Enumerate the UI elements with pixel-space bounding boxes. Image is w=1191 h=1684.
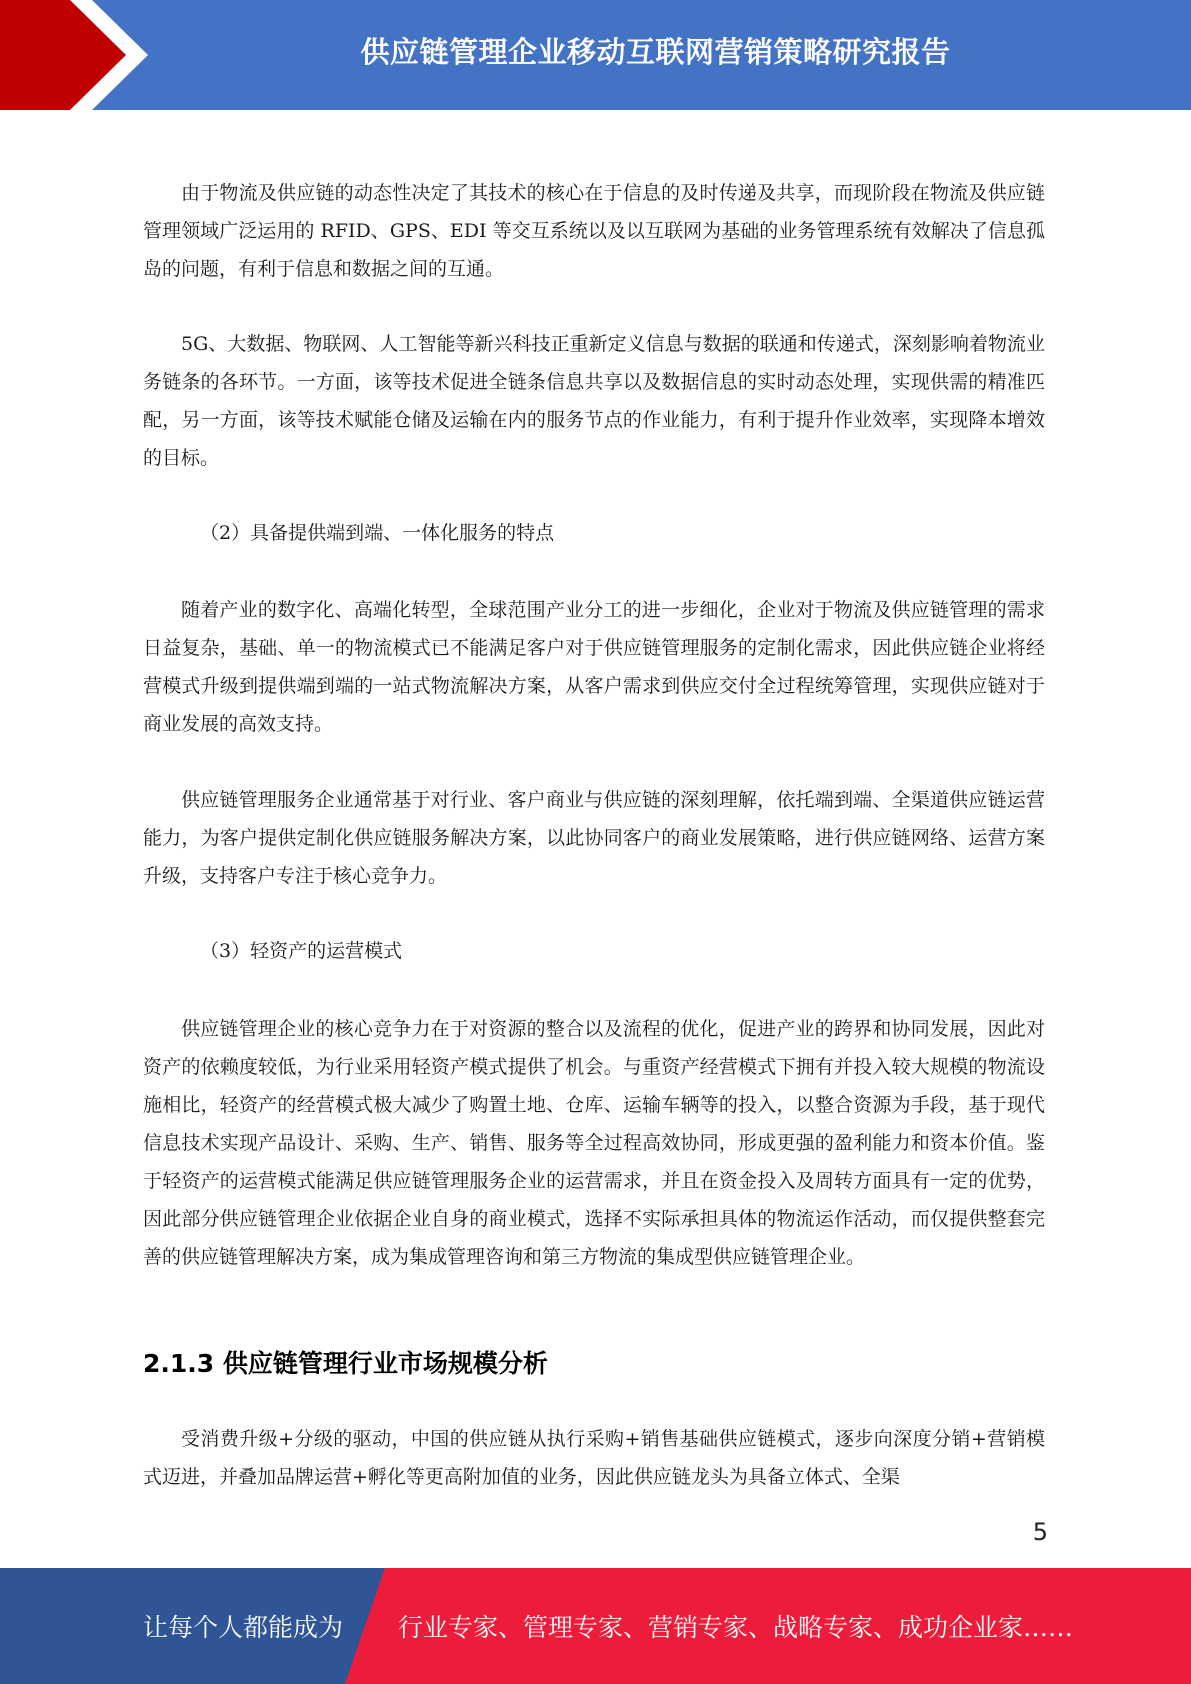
page-footer (0, 1568, 1191, 1684)
section-paragraph: 受消费升级+分级的驱动，中国的供应链从执行采购+销售基础供应链模式，逐步向深度分销+营销模式迈进，并叠加品牌运营+孵化等更高附加值的业务，因此供应链龙头为具备立体式、全渠 (143, 1428, 1045, 1488)
paragraph-4: 供应链管理服务企业通常基于对行业、客户商业与供应链的深刻理解，依托端到端、全渠道供应链运营能力，为客户提供定制化供应链服务解决方案，以此协同客户的商业发展策略，进行供应链网络、运营方案升级，支持客户专注于核心竞争力。 (143, 789, 1045, 887)
paragraph-1: 由于物流及供应链的动态性决定了其技术的核心在于信息的及时传递及共享，而现阶段在物流及供应链管理领域广泛运用的 RFID、GPS、EDI 等交互系统以及以互联网为基础的业务管理系统有效解决了信息孤岛的问题，有利于信息和数据之间的互通。 (143, 182, 1045, 280)
header-arrow-decoration (0, 0, 160, 110)
paragraph-2: 5G、大数据、物联网、人工智能等新兴科技正重新定义信息与数据的联通和传递式，深刻影响着物流业务链条的各环节。一方面，该等技术促进全链条信息共享以及数据信息的实时动态处理，实现供需的精准匹配，另一方面，该等技术赋能仓储及运输在内的服务节点的作业能力，有利于提升作业效率，实现降本增效的目标。 (143, 333, 1045, 469)
paragraph-5: 供应链管理企业的核心竞争力在于对资源的整合以及流程的优化，促进产业的跨界和协同发展，因此对资产的依赖度较低，为行业采用轻资产模式提供了机会。与重资产经营模式下拥有并投入较大规模的物流设施相比，轻资产的经营模式极大减少了购置土地、仓库、运输车辆等的投入，以整合资源为手段，基于现代信息技术实现产品设计、采购、生产、销售、服务等全过程高效协同，形成更强的盈利能力和资本价值。鉴于轻资产的运营模式能满足供应链管理服务企业的运营需求，并且在资金投入及周转方面具有一定的优势，因此部分供应链管理企业依据企业自身的商业模式，选择不实际承担具体的物流运作活动，而仅提供整套完善的供应链管理解决方案，成为集成管理咨询和第三方物流的集成型供应链管理企业。 (143, 1018, 1045, 1268)
subheading-2: （2）具备提供端到端、一体化服务的特点 (200, 522, 555, 544)
page-number: 5 (1032, 1518, 1048, 1546)
paragraph-3: 随着产业的数字化、高端化转型，全球范围产业分工的进一步细化，企业对于物流及供应链管理的需求日益复杂，基础、单一的物流模式已不能满足客户对于供应链管理服务的定制化需求，因此供应链企业将经营模式升级到提供端到端的一站式物流解决方案，从客户需求到供应交付全过程统筹管理，实现供应链对于商业发展的高效支持。 (143, 599, 1045, 735)
report-title: 供应链管理企业移动互联网营销策略研究报告 (360, 34, 951, 69)
section-heading: 2.1.3 供应链管理行业市场规模分析 (143, 1349, 548, 1378)
footer-slogan-right: 行业专家、管理专家、营销专家、战略专家、成功企业家…… (398, 1613, 1074, 1642)
subheading-3: （3）轻资产的运营模式 (200, 940, 403, 962)
page-header (0, 0, 1191, 110)
footer-slogan-left: 让每个人都能成为 (143, 1613, 344, 1642)
